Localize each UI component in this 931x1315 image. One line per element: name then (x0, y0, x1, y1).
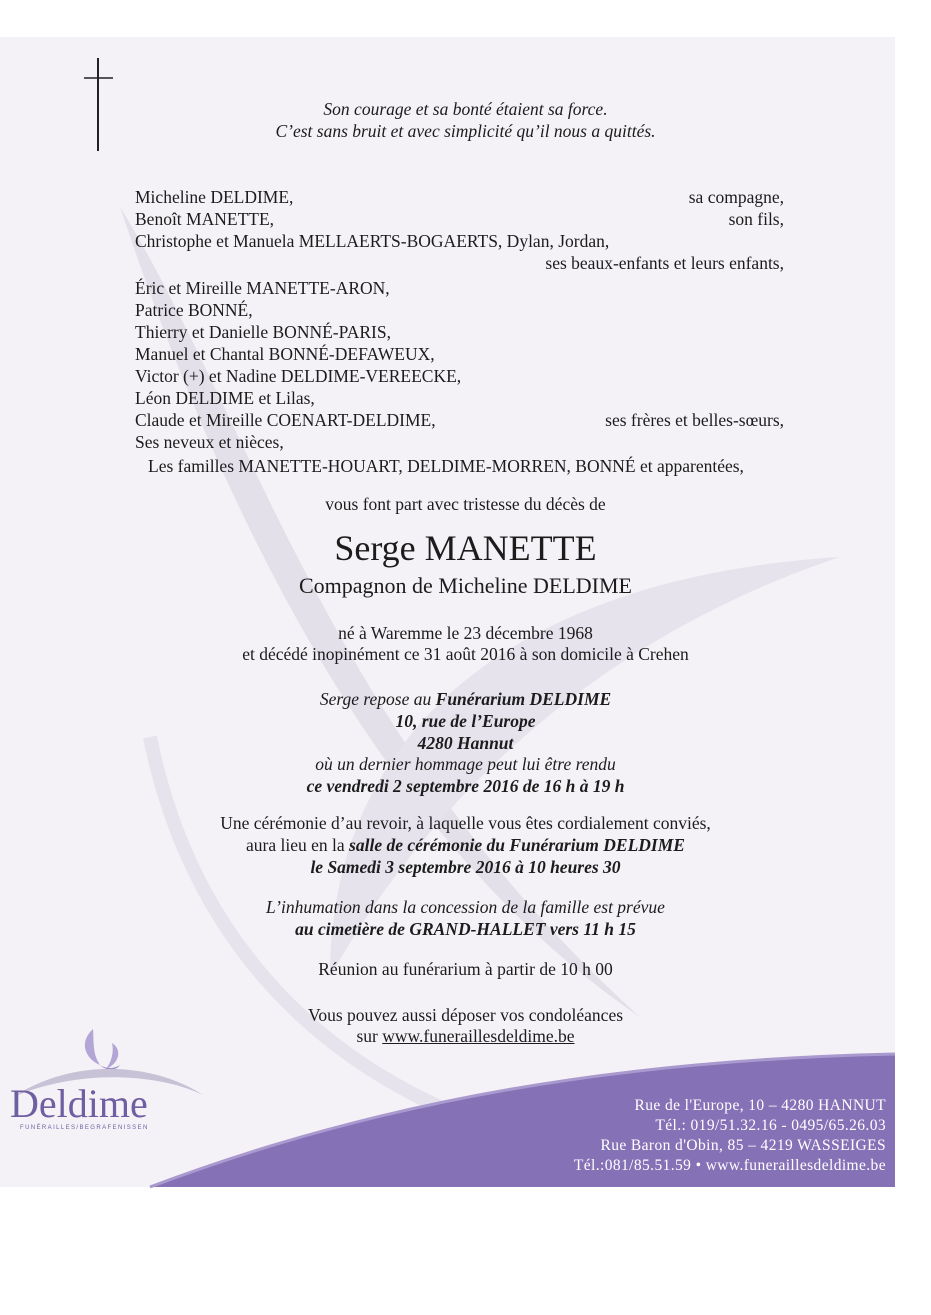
sibling-item: Éric et Mireille MANETTE-ARON, (135, 278, 390, 298)
logo-tagline: FUNÉRAILLES/BEGRAFENISSEN (20, 1125, 149, 1131)
rest-line (0, 688, 931, 710)
family-benoit: Benoît MANETTE, (135, 209, 275, 229)
footer-address-wasseiges: Rue Baron d'Obin, 85 – 4219 WASSEIGES (600, 1137, 886, 1154)
family-others: Les familles MANETTE-HOUART, DELDIME-MORREN, BONNÉ et apparentées, (148, 456, 744, 476)
role-siblings: ses frères et belles-sœurs, (605, 410, 784, 430)
death-line: et décédé inopinément ce 31 août 2016 à son domicile à Crehen (242, 644, 689, 664)
family-micheline: Micheline DELDIME, (135, 187, 294, 207)
rest-street: 10, rue de l’Europe (395, 711, 536, 731)
footer-address-hannut: Rue de l'Europe, 10 – 4280 HANNUT (634, 1097, 886, 1114)
sibling-item: Victor (+) et Nadine DELDIME-VEREECKE, (135, 366, 462, 386)
quote-line-1: Son courage et sa bonté étaient sa force. (323, 99, 608, 119)
deceased-subtitle: Compagnon de Micheline DELDIME (299, 573, 632, 598)
homage-line: où un dernier hommage peut lui être rendu (315, 754, 616, 774)
ceremony-line-2 (0, 834, 931, 856)
logo-name: Deldime (10, 1081, 148, 1126)
sibling-item: Manuel et Chantal BONNÉ-DEFAWEUX, (135, 344, 435, 364)
visit-time: ce vendredi 2 septembre 2016 de 16 h à 19 h (306, 776, 625, 796)
role-companion: sa compagne, (688, 187, 784, 207)
role-son: son fils, (728, 209, 784, 229)
family-christophe: Christophe et Manuela MELLAERTS-BOGAERTS, Dylan, Jordan, (135, 231, 610, 251)
burial-line-2: au cimetière de GRAND-HALLET vers 11 h 15 (295, 919, 636, 939)
ceremony-line-1: Une cérémonie d’au revoir, à laquelle vous êtes cordialement conviés, (220, 813, 711, 833)
birth-line: né à Waremme le 23 décembre 1968 (338, 623, 593, 643)
footer-phone-hannut: Tél.: 019/51.32.16 - 0495/65.26.03 (655, 1117, 886, 1134)
rest-city: 4280 Hannut (417, 733, 514, 753)
condolences-prefix: sur (356, 1026, 383, 1046)
family-nephews: Ses neveux et nièces, (135, 432, 284, 452)
sibling-item: Patrice BONNÉ, (135, 300, 253, 320)
role-stepchildren: ses beaux-enfants et leurs enfants, (545, 253, 784, 273)
quote-line-2: C’est sans bruit et avec simplicité qu’il nous a quittés. (275, 121, 656, 141)
sibling-item: Thierry et Danielle BONNÉ-PARIS, (135, 322, 391, 342)
sibling-item: Léon DELDIME et Lilas, (135, 388, 315, 408)
meeting-line: Réunion au funérarium à partir de 10 h 00 (318, 959, 613, 979)
rest-prefix: Serge repose au (319, 689, 436, 709)
website-link[interactable]: www.funeraillesdeldime.be (382, 1026, 575, 1046)
ceremony-prefix: aura lieu en la (246, 835, 350, 855)
rest-place: Funérarium DELDIME (435, 689, 612, 709)
ceremony-place: salle de cérémonie du Funérarium DELDIME (349, 835, 685, 855)
condolences-line-1: Vous pouvez aussi déposer vos condoléances (307, 1005, 624, 1025)
deceased-name: Serge MANETTE (334, 528, 597, 568)
burial-line-1: L’inhumation dans la concession de la famille est prévue (266, 897, 665, 917)
announcement: vous font part avec tristesse du décès de (325, 494, 606, 514)
footer-phone-wasseiges: Tél.:081/85.51.59 • www.funeraillesdeldime.be (573, 1157, 886, 1174)
ceremony-time: le Samedi 3 septembre 2016 à 10 heures 30 (310, 857, 621, 877)
sibling-item: Claude et Mireille COENART-DELDIME, (135, 410, 436, 430)
